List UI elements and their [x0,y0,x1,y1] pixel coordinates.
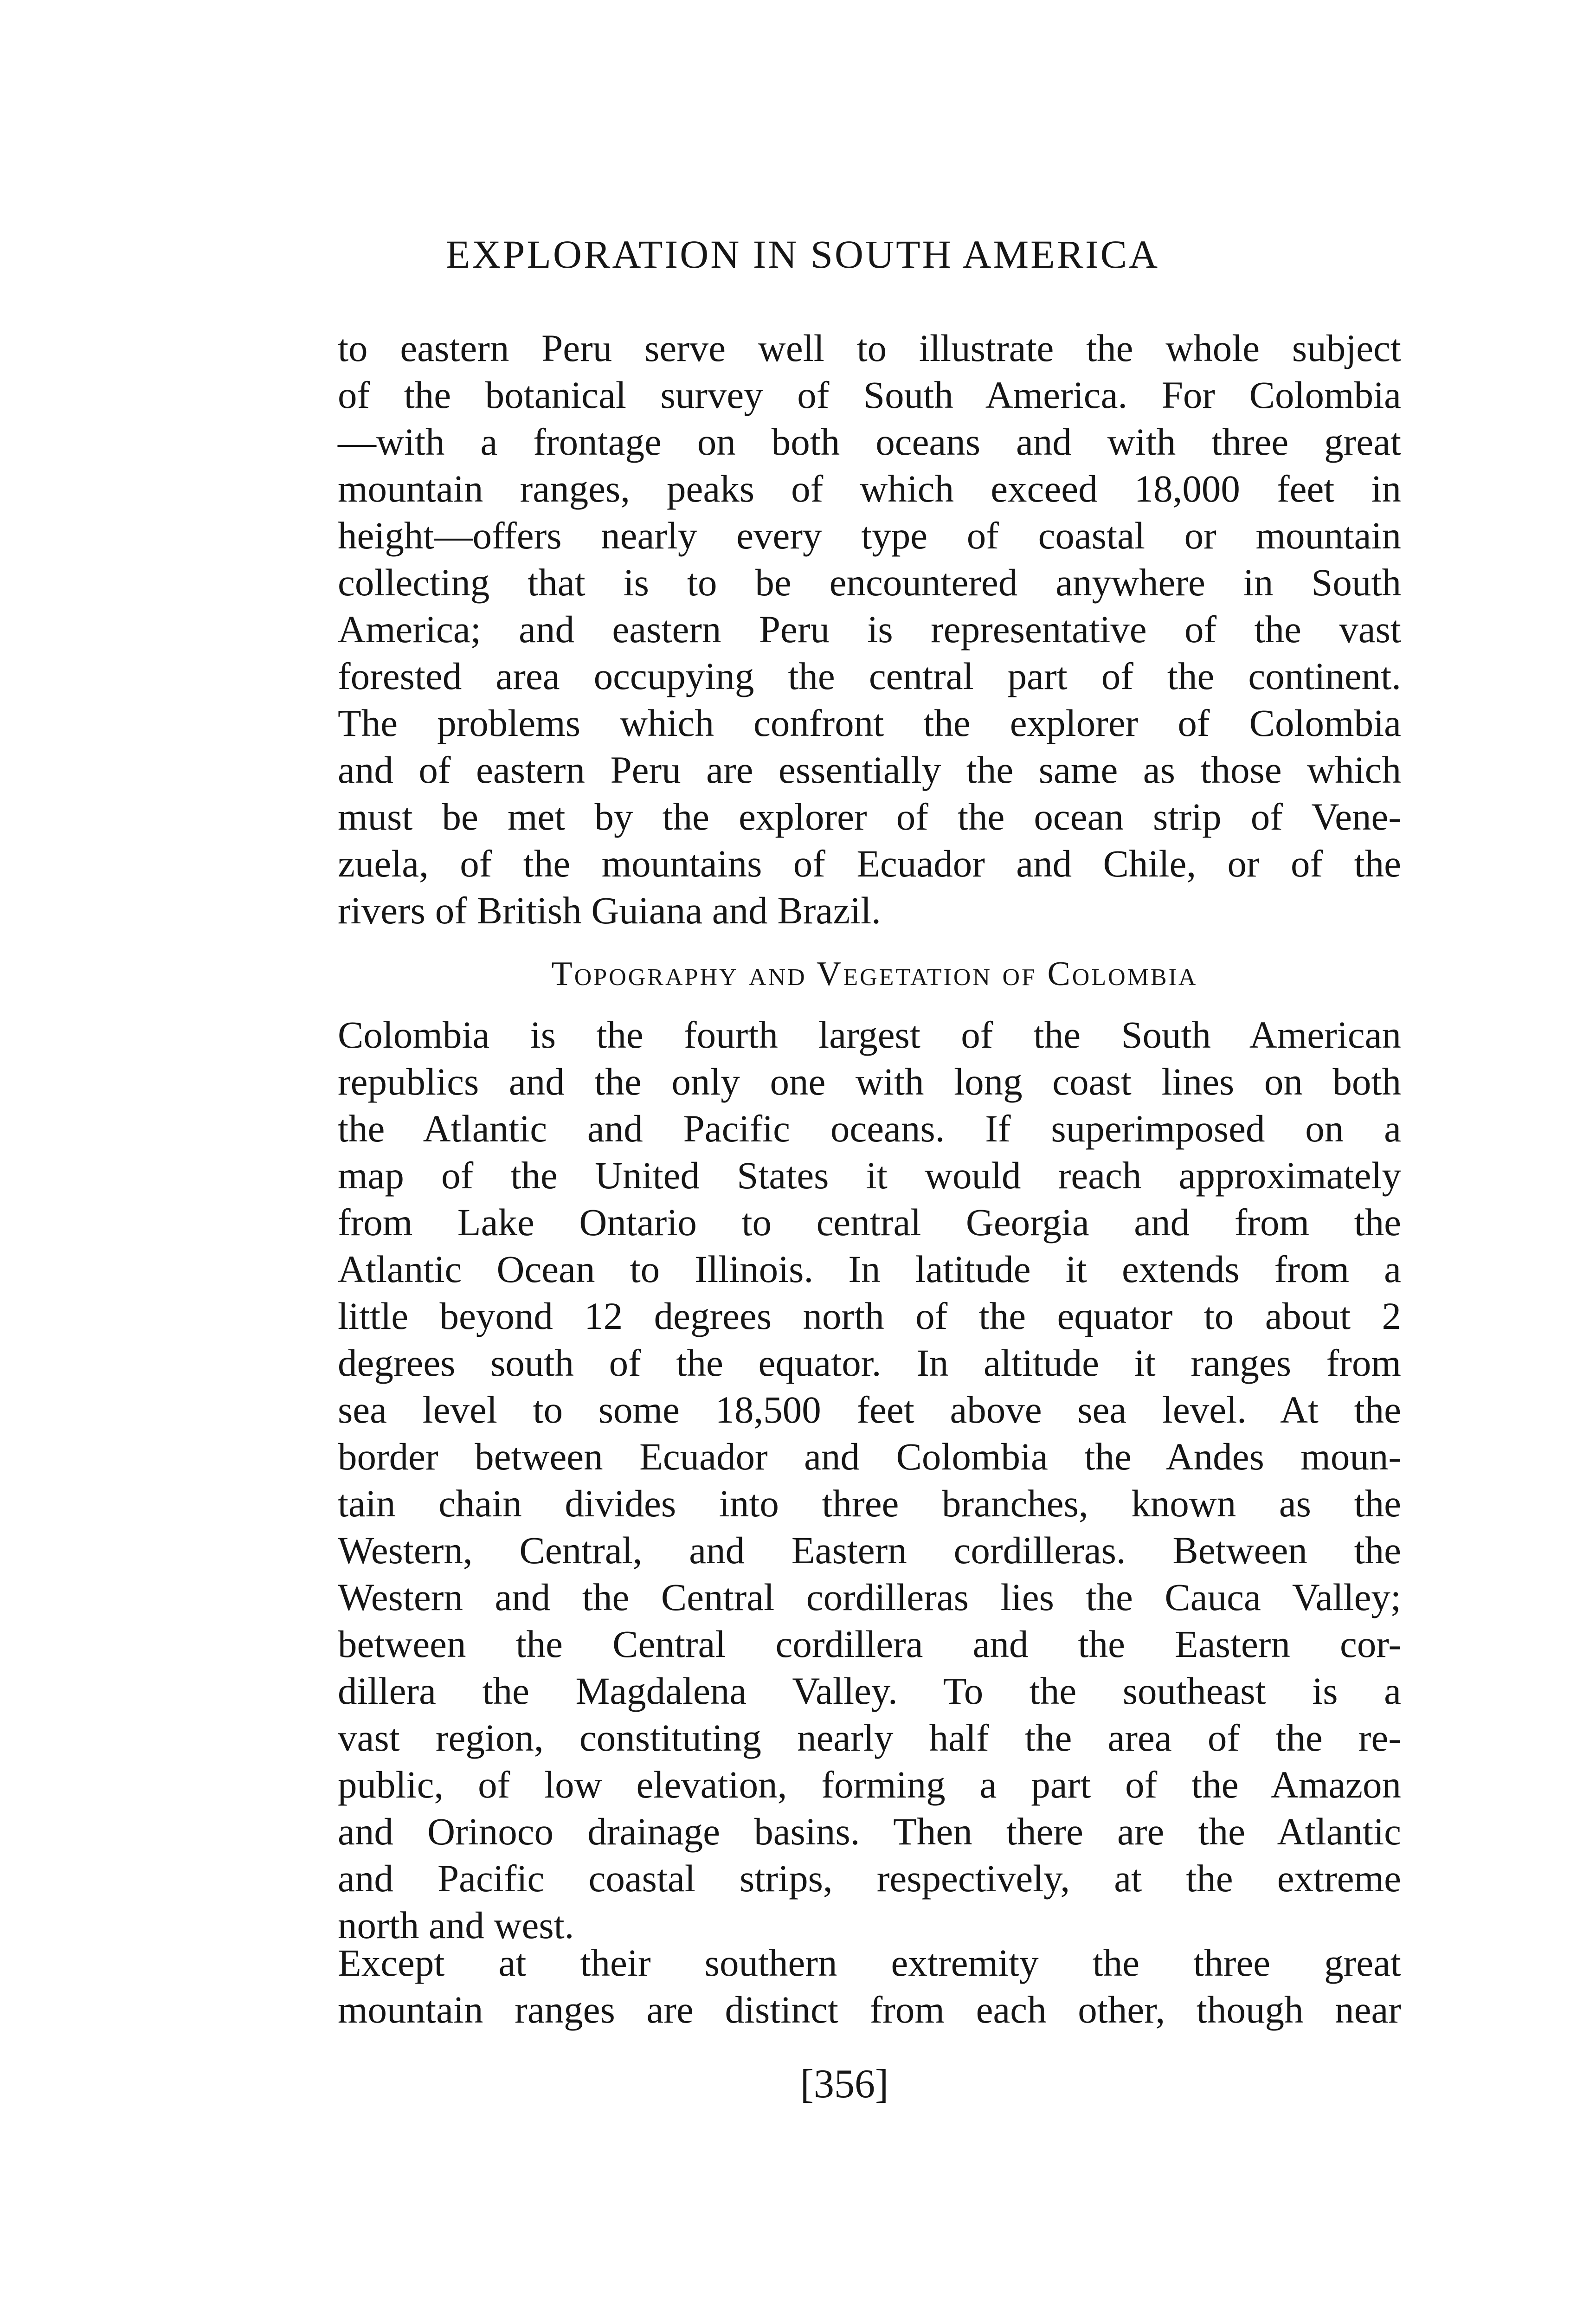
text-line: sea level to some 18,500 feet above sea level. At the [338,1388,1401,1431]
text-line: zuela, of the mountains of Ecuador and Chile, or of the [338,842,1401,885]
text-line: border between Ecuador and Colombia the Andes moun- [338,1435,1401,1478]
text-line: Atlantic Ocean to Illinois. In latitude it extends from a [338,1248,1401,1290]
text-line: mountain ranges are distinct from each other, though near [338,1988,1401,2031]
text-line: collecting that is to be encountered anywhere in South [338,561,1401,604]
text-line: Colombia is the fourth largest of the South American [338,1013,1401,1056]
text-line: vast region, constituting nearly half the area of the re- [338,1716,1401,1759]
text-line: mountain ranges, peaks of which exceed 18,000 feet in [338,467,1401,510]
text-line: tain chain divides into three branches, known as the [338,1482,1401,1525]
text-line: the Atlantic and Pacific oceans. If superimposed on a [338,1107,1401,1150]
text-line: rivers of British Guiana and Brazil. [338,889,881,932]
text-line: The problems which confront the explorer of Colombia [338,702,1401,744]
text-line: map of the United States it would reach approximately [338,1154,1401,1197]
text-line: height—offers nearly every type of coastal or mountain [338,514,1401,557]
text-line: Western and the Central cordilleras lies the Cauca Valley; [338,1576,1401,1618]
text-line: and of eastern Peru are essentially the same as those which [338,748,1401,791]
text-line: and Pacific coastal strips, respectively, at the extreme [338,1857,1401,1900]
paragraph-colombia-topography [338,1012,1401,1949]
paragraph-botanical-survey [338,325,1401,934]
text-line: of the botanical survey of South America. For Colombia [338,374,1401,416]
text-line: forested area occupying the central part of the continent. [338,655,1401,697]
page-number: [356] [800,2062,889,2107]
text-line: and Orinoco drainage basins. Then there are the Atlantic [338,1810,1401,1853]
text-line: dillera the Magdalena Valley. To the southeast is a [338,1669,1401,1712]
text-line: north and west. [338,1904,574,1946]
text-line: America; and eastern Peru is representative of the vast [338,608,1401,651]
running-head: EXPLORATION IN SOUTH AMERICA [445,232,1160,277]
section-heading: Topography and Vegetation of Colombia [551,955,1198,993]
paragraph-mountain-ranges [338,1940,1401,2033]
text-line: between the Central cordillera and the Eastern cor- [338,1623,1401,1665]
text-line: must be met by the explorer of the ocean strip of Vene- [338,795,1401,838]
text-line: little beyond 12 degrees north of the equator to about 2 [338,1295,1401,1337]
text-line: to eastern Peru serve well to illustrate the whole subject [338,327,1401,369]
text-line: —with a frontage on both oceans and with three great [338,420,1401,463]
text-line: Except at their southern extremity the three great [338,1941,1401,1984]
text-line: public, of low elevation, forming a part of the Amazon [338,1763,1401,1806]
text-line: degrees south of the equator. In altitude it ranges from [338,1341,1401,1384]
text-line: from Lake Ontario to central Georgia and from the [338,1201,1401,1244]
text-line: republics and the only one with long coast lines on both [338,1060,1401,1103]
text-line: Western, Central, and Eastern cordilleras. Between the [338,1529,1401,1572]
